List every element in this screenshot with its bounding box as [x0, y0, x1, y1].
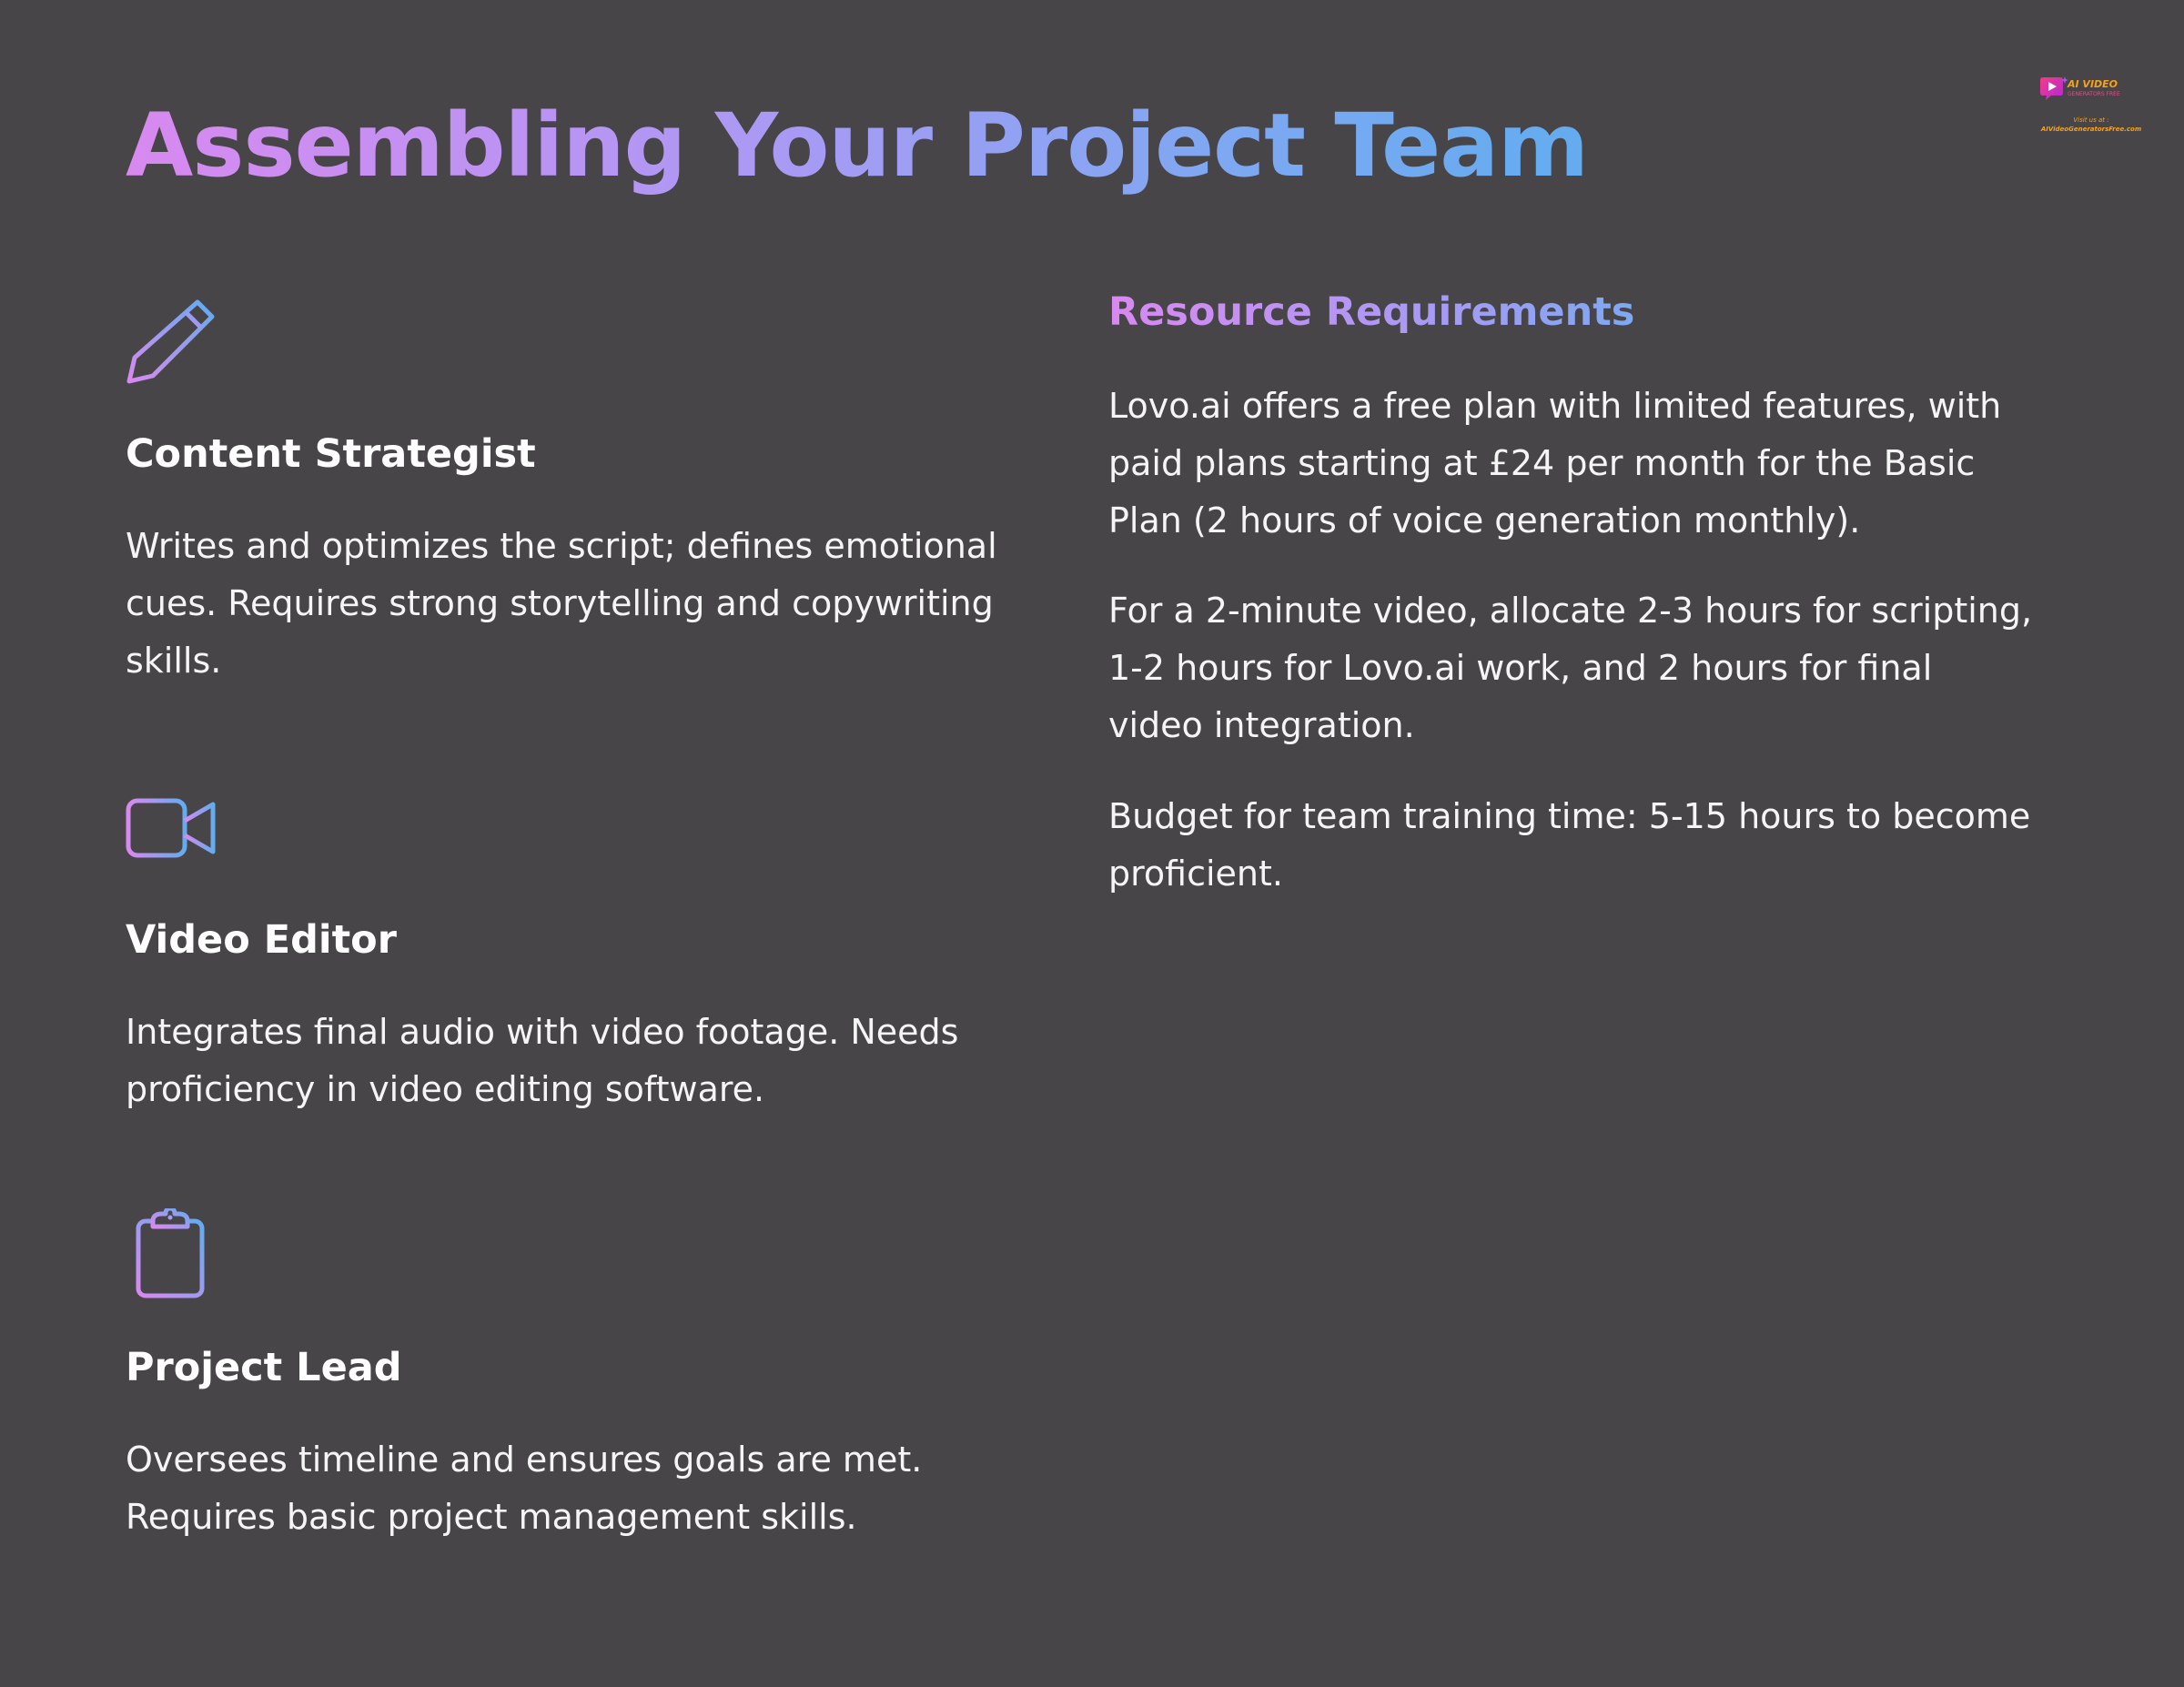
logo-visit-label: Visit us at :: [2073, 116, 2109, 124]
brand-logo[interactable]: [2027, 66, 2155, 138]
logo-url-link[interactable]: AIVideoGeneratorsFree.com: [2040, 126, 2142, 133]
role-description-content-strategist: Writes and optimizes the script; defines emotional cues. Requires strong storytelling and copywriting skills.: [126, 526, 997, 681]
logo-tagline: GENERATORS FREE: [2068, 91, 2120, 97]
pencil-icon: [126, 294, 217, 385]
logo-name: AI VIDEO: [2068, 78, 2118, 90]
video-camera-icon: [126, 783, 217, 874]
role-title-video-editor: Video Editor: [126, 917, 397, 963]
resource-requirements-title: Resource Requirements: [1108, 289, 1635, 335]
page-title: Assembling Your Project Team: [126, 95, 1589, 197]
clipboard-icon: [126, 1208, 217, 1299]
role-description-video-editor: Integrates final audio with video footage. Needs proficiency in video editing software.: [126, 1012, 959, 1109]
resource-paragraph-pricing: Lovo.ai offers a free plan with limited features, with paid plans starting at £24 per month for the Basic Plan (2 hours of voice generation monthly).: [1108, 386, 2002, 540]
resource-paragraph-time-allocation: For a 2-minute video, allocate 2-3 hours for scripting, 1-2 hours for Lovo.ai work, and 2 hours for final video integration.: [1108, 591, 2033, 745]
role-title-content-strategist: Content Strategist: [126, 431, 536, 477]
play-badge-icon: [2037, 75, 2069, 102]
role-description-project-lead: Oversees timeline and ensures goals are met. Requires basic project management skills.: [126, 1440, 923, 1537]
role-title-project-lead: Project Lead: [126, 1345, 402, 1390]
resource-paragraph-training: Budget for team training time: 5-15 hours to become proficient.: [1108, 796, 2031, 894]
